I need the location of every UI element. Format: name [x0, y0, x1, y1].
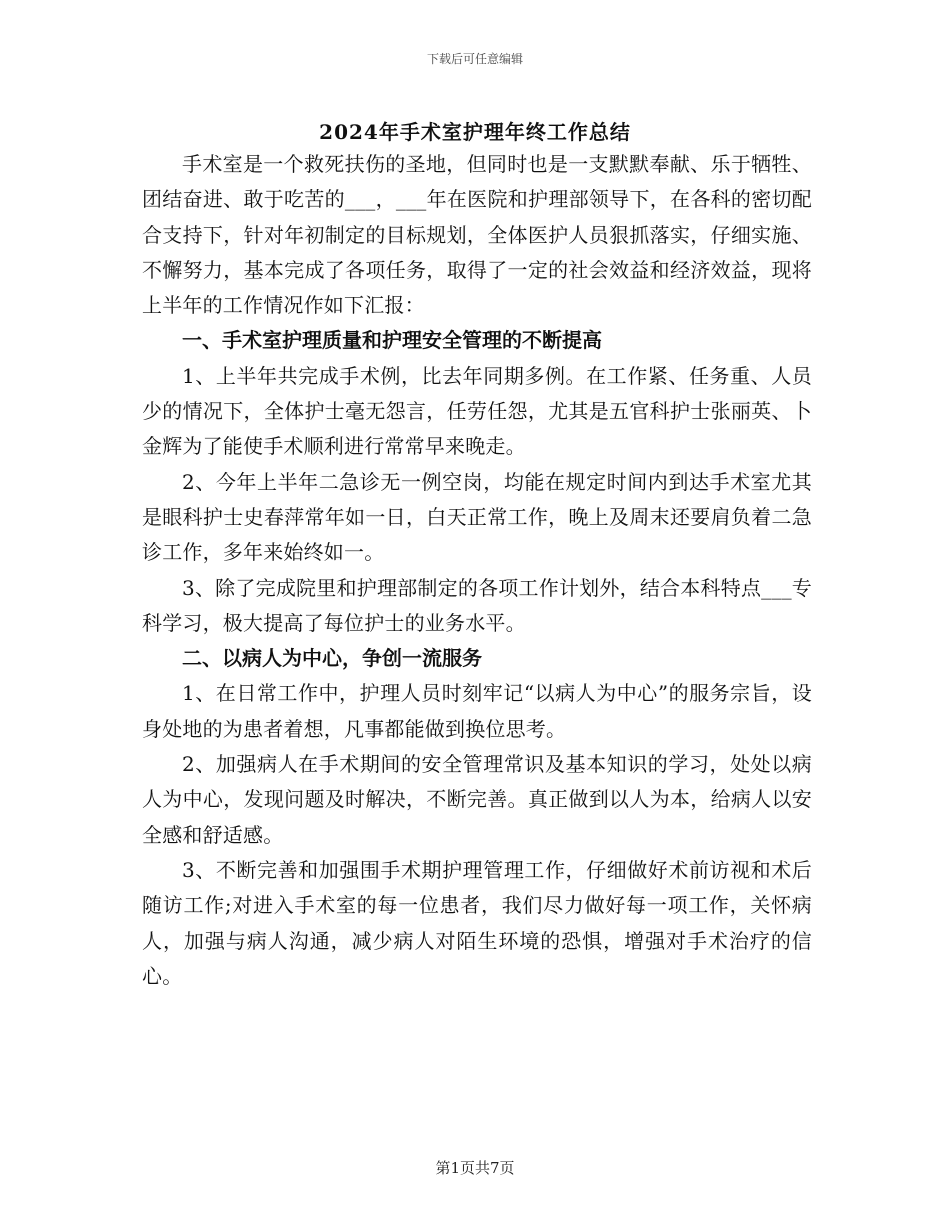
document-body — [142, 147, 812, 994]
section-1-item-2: 2、今年上半年二急诊无一例空岗，均能在规定时间内到达手术室尤其是眼科护士史春萍常年如一日，白天正常工作，晚上及周末还要肩负着二急诊工作，多年来始终如一。 — [142, 469, 812, 565]
section-1-item-1: 1、上半年共完成手术例，比去年同期多例。在工作紧、任务重、人员少的情况下，全体护士毫无怨言，任劳任怨，尤其是五官科护士张丽英、卜金辉为了能使手术顺利进行常常早来晚走。 — [142, 363, 812, 459]
document-title: 2024年手术室护理年终工作总结 — [319, 120, 631, 144]
section-heading-2: 二、以病人为中心，争创一流服务 — [182, 646, 482, 671]
section-2-item-1: 1、在日常工作中，护理人员时刻牢记“以病人为中心”的服务宗旨，设身处地的为患者着想，凡事都能做到换位思考。 — [142, 681, 812, 741]
header-note: 下载后可任意编辑 — [426, 52, 523, 66]
section-2-item-3: 3、不断完善和加强围手术期护理管理工作，仔细做好术前访视和术后随访工作;对进入手术室的每一位患者，我们尽力做好每一项工作，关怀病人，加强与病人沟通，减少病人对陌生环境的恐惧，增强对手术治疗的信心。 — [142, 857, 812, 988]
section-heading-1: 一、手术室护理质量和护理安全管理的不断提高 — [182, 328, 602, 353]
intro-paragraph: 手术室是一个救死扶伤的圣地，但同时也是一支默默奉献、乐于牺牲、团结奋进、敢于吃苦的___，___年在医院和护理部领导下，在各科的密切配合支持下，针对年初制定的目标规划，全体医护人员狠抓落实，仔细实施、不懈努力，基本完成了各项任务，取得了一定的社会效益和经济效益，现将上半年的工作情况作如下汇报： — [142, 152, 812, 318]
section-2-item-2: 2、加强病人在手术期间的安全管理常识及基本知识的学习，处处以病人为中心，发现问题及时解决，不断完善。真正做到以人为本，给病人以安全感和舒适感。 — [142, 752, 812, 847]
section-1-item-3: 3、除了完成院里和护理部制定的各项工作计划外，结合本科特点___专科学习，极大提高了每位护士的业务水平。 — [142, 575, 812, 635]
page-footer: 第1页共7页 — [435, 1159, 515, 1177]
